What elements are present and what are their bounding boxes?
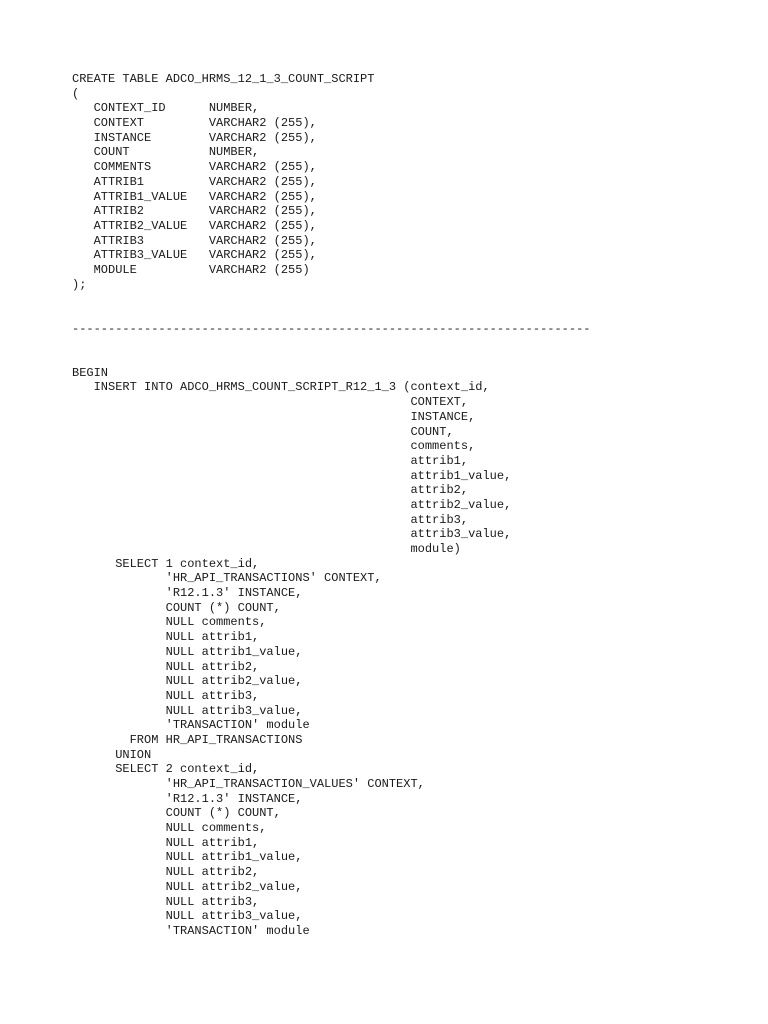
code-line: COUNT NUMBER, xyxy=(72,145,260,160)
code-line: MODULE VARCHAR2 (255) xyxy=(72,262,310,277)
code-line: NULL attrib1, xyxy=(72,630,260,645)
code-line: ATTRIB3 VARCHAR2 (255), xyxy=(72,233,317,248)
code-line: 'TRANSACTION' module xyxy=(72,923,310,938)
code-line: INSERT INTO ADCO_HRMS_COUNT_SCRIPT_R12_1_3 (context_id, xyxy=(72,380,490,395)
code-line: CREATE TABLE ADCO_HRMS_12_1_3_COUNT_SCRIPT xyxy=(72,72,375,86)
code-line: NULL attrib3_value, xyxy=(72,703,303,718)
code-line: ATTRIB1 VARCHAR2 (255), xyxy=(72,174,317,189)
code-line: NULL attrib2_value, xyxy=(72,674,303,689)
code-line xyxy=(72,292,590,307)
code-line: NULL attrib3_value, xyxy=(72,909,303,924)
code-line: INSTANCE, xyxy=(72,409,476,424)
code-line: FROM HR_API_TRANSACTIONS xyxy=(72,732,303,747)
code-line xyxy=(72,307,590,322)
code-line: 'TRANSACTION' module xyxy=(72,718,310,733)
code-line: attrib3_value, xyxy=(72,527,512,542)
code-line: SELECT 2 context_id, xyxy=(72,762,260,777)
code-line: NULL attrib2, xyxy=(72,865,260,880)
sql-code-block xyxy=(72,72,590,939)
code-line: CONTEXT VARCHAR2 (255), xyxy=(72,116,317,131)
code-line: module) xyxy=(72,542,461,556)
code-line: 'HR_API_TRANSACTIONS' CONTEXT, xyxy=(72,571,382,586)
code-line: 'HR_API_TRANSACTION_VALUES' CONTEXT, xyxy=(72,777,425,791)
code-line: UNION xyxy=(72,747,152,762)
code-line: attrib2_value, xyxy=(72,497,512,512)
code-line: ATTRIB2 VARCHAR2 (255), xyxy=(72,204,317,219)
code-line: ATTRIB1_VALUE VARCHAR2 (255), xyxy=(72,189,317,204)
code-line: attrib2, xyxy=(72,483,469,498)
code-line: NULL attrib1_value, xyxy=(72,850,303,865)
code-line: COUNT, xyxy=(72,424,454,439)
code-line: INSTANCE VARCHAR2 (255), xyxy=(72,130,317,145)
code-line: ------------------------------------------------------------------------ xyxy=(72,321,591,336)
code-line: CONTEXT, xyxy=(72,395,469,410)
code-line: 'R12.1.3' INSTANCE, xyxy=(72,586,303,601)
code-line: ATTRIB3_VALUE VARCHAR2 (255), xyxy=(72,248,317,263)
code-line: BEGIN xyxy=(72,365,109,380)
code-line: COMMENTS VARCHAR2 (255), xyxy=(72,160,317,175)
code-line xyxy=(72,351,590,366)
code-line: NULL attrib1_value, xyxy=(72,644,303,659)
code-line: comments, xyxy=(72,439,476,454)
code-line: COUNT (*) COUNT, xyxy=(72,806,281,821)
code-line: NULL attrib2, xyxy=(72,659,260,674)
code-line: NULL attrib3, xyxy=(72,688,260,703)
code-line: attrib3, xyxy=(72,512,469,527)
code-line: NULL attrib2_value, xyxy=(72,879,303,894)
code-line: SELECT 1 context_id, xyxy=(72,556,260,571)
code-line: COUNT (*) COUNT, xyxy=(72,600,281,615)
code-line: NULL comments, xyxy=(72,615,267,630)
code-line: NULL attrib3, xyxy=(72,894,260,909)
code-line: NULL comments, xyxy=(72,821,267,836)
code-line: CONTEXT_ID NUMBER, xyxy=(72,101,260,116)
code-line: attrib1_value, xyxy=(72,468,512,483)
code-line: attrib1, xyxy=(72,453,469,468)
code-line: ATTRIB2_VALUE VARCHAR2 (255), xyxy=(72,218,317,233)
code-line: ); xyxy=(72,277,87,292)
code-line xyxy=(72,336,590,351)
code-line: 'R12.1.3' INSTANCE, xyxy=(72,791,303,806)
code-line: ( xyxy=(72,86,80,101)
code-line: NULL attrib1, xyxy=(72,835,260,850)
